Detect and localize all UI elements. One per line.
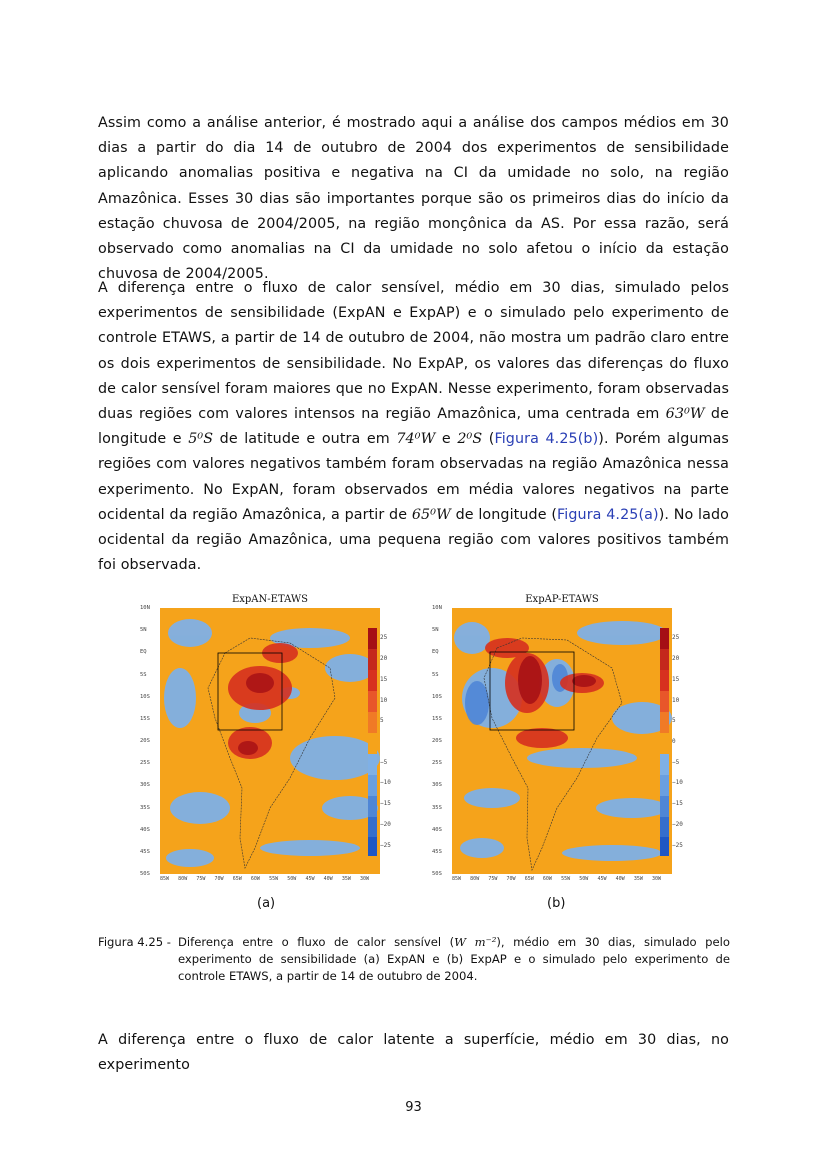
figure-link-b[interactable]: Figura 4.25(b) [494,431,599,448]
x-tick-label: 50W [579,876,589,882]
subfigure-label-a: (a) [257,896,276,911]
caption-body [178,934,730,985]
math-longitude: 74⁰W [396,431,436,448]
colorbar-label: 10 [672,696,680,704]
x-tick-label: 85W [160,876,170,882]
x-tick-label: 45W [597,876,607,882]
colorbar-label: −5 [380,758,388,766]
caption-text: ), médio em 30 dias, simulado pelo experimento de sensibilidade (a) ExpAN e (b) ExpAP e o simulado pelo experimento de controle ETAWS, a partir de 14 de outubro de 2004. [178,935,730,983]
y-tick-label: 40S [140,826,150,833]
x-tick-label: 70W [214,876,224,882]
x-tick-label: 65W [232,876,242,882]
x-tick-label: 60W [542,876,552,882]
x-tick-label: 35W [341,876,351,882]
colorbar-a-labels [380,628,410,856]
y-tick-label: 35S [432,804,442,811]
colorbar-label: 0 [672,738,676,745]
paragraph-latent-heat: A diferença entre o fluxo de calor latente a superfície, médio em 30 dias, no experimento [98,1032,729,1074]
x-tick-label: 60W [250,876,260,882]
colorbar-b-labels [672,628,702,856]
y-tick-label: 15S [140,715,150,722]
panel-b-title: ExpAP-ETAWS [525,594,599,605]
text-segment: ). Porém algumas regiões com valores negativos também foram observadas na região Amazônica nessa experimento. No ExpAN, foram observados em média valores negativos na parte ocidental da região Amazônica, a partir de [98,431,729,523]
colorbar-label: 20 [380,655,388,663]
colorbar-label: −20 [672,820,683,828]
colorbar-label: 15 [380,675,388,683]
page-number: 93 [405,1100,422,1115]
caption-unit: W m⁻² [454,935,497,949]
colorbar-label: −10 [672,779,683,787]
panel-a-title: ExpAN-ETAWS [231,594,309,605]
y-tick-label: 20S [432,738,442,744]
figure-link-a[interactable]: Figura 4.25(a) [557,506,659,523]
text-segment: de longitude ( [450,506,557,523]
x-tick-label: 85W [452,876,462,882]
math-longitude: 63⁰W [665,406,705,423]
colorbar-label: 25 [672,634,680,642]
y-tick-label: 5S [140,671,147,678]
panel-b-x-ticks [452,876,662,884]
y-tick-label: 5N [140,627,147,634]
y-tick-label: 40S [432,826,442,833]
y-tick-label: EQ [140,649,147,656]
x-tick-label: 45W [305,876,315,882]
x-tick-label: 35W [633,876,643,882]
colorbar-b [660,628,669,856]
y-tick-label: 20S [140,738,150,744]
y-tick-label: 50S [432,871,442,877]
x-tick-label: 55W [561,876,571,882]
colorbar-label: 5 [672,717,676,725]
y-tick-label: 15S [432,715,442,722]
y-tick-label: EQ [432,649,439,656]
caption-lead: Figura 4.25 - [98,935,171,949]
colorbar-label: 25 [380,634,388,642]
colorbar-label: −20 [380,820,391,828]
figure-panel-a [140,594,400,894]
y-tick-label: 10N [432,605,442,611]
x-tick-label: 55W [269,876,279,882]
colorbar-label: 20 [672,655,680,663]
y-tick-label: 35S [140,804,150,811]
y-tick-label: 30S [140,782,150,789]
colorbar-a [368,628,377,856]
y-tick-label: 10N [140,605,150,611]
text-segment: ). No lado ocidental da região Amazônica, uma pequena região com valores positivos também foi observada. [98,506,730,574]
x-tick-label: 40W [323,876,333,882]
figure-caption [98,934,730,985]
paragraph-intro: Assim como a análise anterior, é mostrado aqui a análise dos campos médios em 30 dias a partir do dia 14 de outubro de 2004 dos experimentos de sensibilidade aplicando anomalias positiva e negativa na CI da umidade no solo, na região Amazônica. Esses 30 dias são importantes porque são os primeiros dias do início da estação chuvosa de 2004/2005, na região monçônica da AS. Por essa razão, será observado como anomalias na CI da umidade no solo afetou o início da estação chuvosa de 2004/2005. [98,115,729,283]
panel-b-y-ticks [432,605,452,877]
colorbar-label: −15 [672,800,683,808]
colorbar-label: 5 [380,717,384,725]
x-tick-label: 80W [470,876,480,882]
text-segment: A diferença entre o fluxo de calor sensível, médio em 30 dias, simulado pelos experimentos de sensibilidade (ExpAN e ExpAP) e o simulado pelo experimento de controle ETAWS, a partir de 14 de outubro de 2004, não mostra um padrão claro entre os dois experimentos de sensibilidade. No ExpAP, os valores das diferenças do fluxo de calor sensível foram maiores que no ExpAN. Nesse experimento, foram observadas duas regiões com valores intensos na região Amazônica, uma centrada em [98,280,729,423]
text-segment: e [435,431,458,448]
caption-text: Diferença entre o fluxo de calor sensível ( [178,935,455,949]
text-segment: de latitude e outra em [213,431,397,448]
map-panel-b [452,608,672,874]
x-tick-label: 65W [524,876,534,882]
math-latitude: 2⁰S [457,431,483,448]
y-tick-label: 45S [140,848,150,855]
y-tick-label: 10S [140,693,150,700]
y-tick-label: 30S [432,782,442,789]
x-tick-label: 80W [178,876,188,882]
paragraph-sensible-heat [98,276,729,578]
y-tick-label: 25S [140,760,150,767]
colorbar-label: −5 [672,758,680,766]
x-tick-label: 75W [488,876,498,882]
x-tick-label: 30W [360,876,370,882]
y-tick-label: 10S [432,693,442,700]
figure-panel-b [432,594,692,894]
x-tick-label: 50W [287,876,297,882]
panel-a-y-ticks [140,605,160,877]
y-tick-label: 45S [432,848,442,855]
colorbar-label: 15 [672,675,680,683]
colorbar-label: −25 [380,841,391,849]
math-longitude: 65⁰W [411,506,451,523]
map-panel-a [160,608,380,874]
y-tick-label: 5S [432,671,439,678]
x-tick-label: 30W [652,876,662,882]
colorbar-label: −10 [380,779,391,787]
x-tick-label: 75W [196,876,206,882]
math-latitude: 5⁰S [188,431,214,448]
colorbar-label: −15 [380,800,391,808]
x-tick-label: 40W [615,876,625,882]
text-segment: ( [482,431,495,448]
subfigure-label-b: (b) [547,896,566,911]
y-tick-label: 5N [432,627,439,634]
x-tick-label: 70W [506,876,516,882]
colorbar-label: −25 [672,841,683,849]
y-tick-label: 50S [140,871,150,877]
y-tick-label: 25S [432,760,442,767]
text-segment: de longitude e [98,406,730,448]
panel-a-x-ticks [160,876,370,884]
colorbar-label: 10 [380,696,388,704]
